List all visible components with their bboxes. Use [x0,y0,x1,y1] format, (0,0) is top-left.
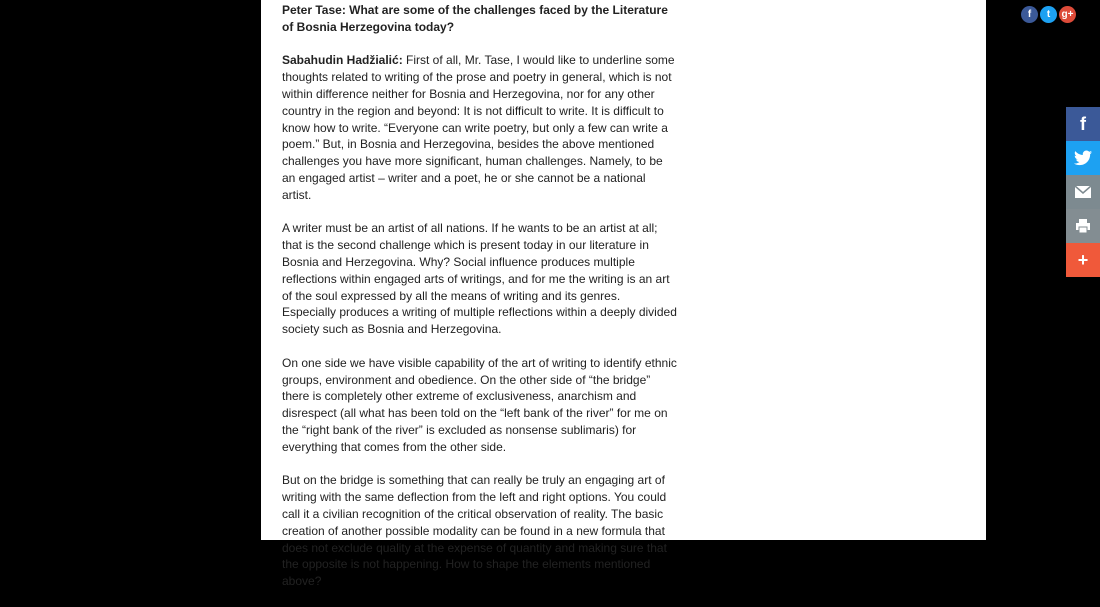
answer-paragraph-1 [282,52,677,203]
answer-intro-text: First of all, Mr. Tase, I would like to underline some thoughts related to writing of the prose and poetry in general, which is not within difference neither for Bosnia and Herzegovina, nor for any other country in the region and beyond: It is not difficult to write. It is difficult to know how to write. “Everyone can write poetry, but only a few can write a poem.” But, in Bosnia and Herzegovina, besides the above mentioned challenges you have more significant, human challenges. Namely, to be an engaged artist – writer and a poet, he or she cannot be a national artist. [282,53,675,202]
twitter-share-button[interactable] [1066,141,1100,175]
print-button[interactable] [1066,209,1100,243]
facebook-icon: f [1080,113,1086,134]
side-share-bar [1066,107,1100,277]
print-icon [1075,218,1091,234]
top-share-bar [1021,6,1076,23]
twitter-icon[interactable]: t [1040,6,1057,23]
twitter-icon [1074,150,1092,166]
facebook-icon[interactable]: f [1021,6,1038,23]
facebook-share-button[interactable] [1066,107,1100,141]
plus-icon: + [1077,249,1089,270]
answer-paragraph-2: A writer must be an artist of all nations. If he wants to be an artist at all; that is the second challenge which is present today in our literature in Bosnia and Herzegovina. Why? Social influence produces multiple reflections within engaged arts of writings, and for me the writing is an art of the soul expressed by all the means of writing and its genres. Especially produces a writing of multiple reflections within a deeply divided society such as Bosnia and Herzegovina. [282,221,677,337]
speaker-name: Sabahudin Hadžialić: [282,53,403,68]
interview-question: Peter Tase: What are some of the challenges faced by the Literature of Bosnia Herzegovina today? [282,3,668,34]
more-share-button[interactable] [1066,243,1100,277]
answer-paragraph-4: But on the bridge is something that can really be truly an engaging art of writing with the same deflection from the left and right options. You could call it a civilian recognition of the critical observation of reality. The basic creation of another possible modality can be found in a new formula that does not exclude quality at the expense of quantity and making sure that the opposite is not happening. How to shape the elements mentioned above? [282,473,667,589]
google-plus-icon[interactable]: g+ [1059,6,1076,23]
email-icon [1075,186,1091,198]
email-share-button[interactable] [1066,175,1100,209]
article-content [282,2,677,607]
article-page [261,0,986,589]
answer-paragraph-3: On one side we have visible capability of the art of writing to identify ethnic groups, environment and obedience. On the other side of “the bridge” there is completely other extreme of exclusiveness, anarchism and disrespect (all what has been told on the “left bank of the river” for me on the “right bank of the river” is excluded as nonsense sublimaris) for everything that comes from the other side. [282,355,677,454]
